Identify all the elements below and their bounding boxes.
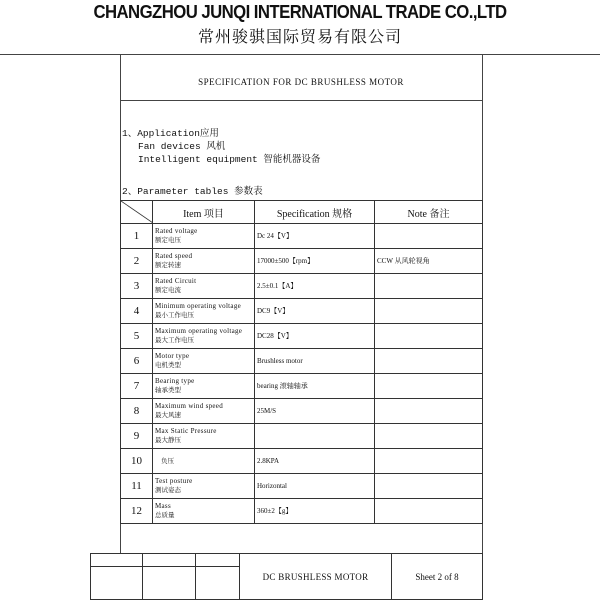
spec-value: DC9【V】 <box>255 299 375 324</box>
application-line-1: Fan devices 风机 <box>138 141 226 152</box>
column-header-spec: Specification 规格 <box>255 201 375 224</box>
item-cell <box>153 349 255 374</box>
table-row <box>121 399 483 424</box>
item-name-cn: 最大静压 <box>155 436 181 444</box>
row-number: 2 <box>121 249 153 274</box>
spec-value: 2.8KPA <box>255 449 375 474</box>
note-value: CCW 从风轮视角 <box>375 249 483 274</box>
table-row <box>121 249 483 274</box>
item-name-en: Mass <box>155 502 171 510</box>
spec-value: 17000±500【rpm】 <box>255 249 375 274</box>
item-name-en: Max Static Pressure <box>155 427 217 435</box>
item-name-cn: 最大风速 <box>155 411 181 419</box>
spec-value: 360±2【g】 <box>255 499 375 524</box>
table-row <box>121 374 483 399</box>
title-block-cell <box>143 554 196 567</box>
company-name-en: CHANGZHOU JUNQI INTERNATIONAL TRADE CO.,LTD <box>93 2 507 22</box>
row-number: 6 <box>121 349 153 374</box>
item-cell <box>153 449 255 474</box>
title-block-cell <box>91 567 143 600</box>
table-row <box>121 424 483 449</box>
row-number: 11 <box>121 474 153 499</box>
application-line-2: Intelligent equipment 智能机器设备 <box>138 154 321 165</box>
note-value <box>375 349 483 374</box>
table-row <box>121 324 483 349</box>
item-name-cn: 最小工作电压 <box>155 311 194 319</box>
row-number: 3 <box>121 274 153 299</box>
note-value <box>375 299 483 324</box>
table-row <box>121 449 483 474</box>
item-cell <box>153 274 255 299</box>
row-number: 9 <box>121 424 153 449</box>
header-rule <box>0 54 600 55</box>
item-cell <box>153 499 255 524</box>
item-name-en: Test posture <box>155 477 193 485</box>
sheet-number: Sheet 2 of 8 <box>392 554 483 600</box>
table-row <box>121 499 483 524</box>
row-number: 4 <box>121 299 153 324</box>
item-name-cn: 总质量 <box>155 511 175 519</box>
item-cell <box>153 224 255 249</box>
diagonal-line <box>121 201 153 223</box>
note-value <box>375 374 483 399</box>
table-row <box>121 474 483 499</box>
item-name-en: Rated Circuit <box>155 277 197 285</box>
note-value <box>375 499 483 524</box>
table-row <box>121 274 483 299</box>
item-name-en: Maximum wind speed <box>155 402 224 410</box>
note-value <box>375 274 483 299</box>
item-name-cn: 额定电流 <box>155 286 181 294</box>
spec-value <box>255 424 375 449</box>
column-header-note: Note 备注 <box>375 201 483 224</box>
item-name-cn: 负压 <box>161 456 174 465</box>
item-cell <box>153 299 255 324</box>
note-value <box>375 224 483 249</box>
item-cell <box>153 249 255 274</box>
footer-title: DC BRUSHLESS MOTOR <box>240 554 392 600</box>
item-cell <box>153 424 255 449</box>
title-block-cell <box>196 567 240 600</box>
row-number: 1 <box>121 224 153 249</box>
title-block-cell <box>143 567 196 600</box>
item-name-en: Maximum operating voltage <box>155 327 243 335</box>
note-value <box>375 324 483 349</box>
item-name-cn: 额定电压 <box>155 236 181 244</box>
item-name-cn: 额定转速 <box>155 261 181 269</box>
item-name-en: Minimum operating voltage <box>155 302 242 310</box>
note-value <box>375 449 483 474</box>
item-name-en: Bearing type <box>155 377 195 385</box>
table-header-row <box>121 201 483 224</box>
title-block-cell <box>91 554 143 567</box>
table-row <box>121 224 483 249</box>
item-name-en: Rated voltage <box>155 227 198 235</box>
item-name-cn: 测试姿态 <box>155 486 181 494</box>
column-header-item: Item 项目 <box>153 201 255 224</box>
row-number: 10 <box>121 449 153 474</box>
item-name-cn: 最大工作电压 <box>155 336 194 344</box>
item-name-cn: 电机类型 <box>155 361 181 369</box>
note-value <box>375 424 483 449</box>
table-corner-cell <box>121 201 153 224</box>
row-number: 7 <box>121 374 153 399</box>
parameter-table <box>120 200 483 524</box>
title-block-cell <box>196 554 240 567</box>
document-title: SPECIFICATION FOR DC BRUSHLESS MOTOR <box>198 77 404 87</box>
row-number: 8 <box>121 399 153 424</box>
spec-value: Horizontal <box>255 474 375 499</box>
row-number: 5 <box>121 324 153 349</box>
spec-value: Brushless motor <box>255 349 375 374</box>
item-cell <box>153 474 255 499</box>
item-cell <box>153 374 255 399</box>
spec-value: bearing 滚轴轴承 <box>255 374 375 399</box>
note-value <box>375 399 483 424</box>
title-block <box>90 553 483 600</box>
spec-value: 25M/S <box>255 399 375 424</box>
item-name-en: Rated speed <box>155 252 193 260</box>
title-rule <box>120 100 482 101</box>
item-name-en: Motor type <box>155 352 190 360</box>
spec-value: DC28【V】 <box>255 324 375 349</box>
parameters-heading: 2、Parameter tables 参数表 <box>122 186 263 197</box>
company-name-cn: 常州骏骐国际贸易有限公司 <box>197 27 402 46</box>
spec-value: 2.5±0.1【A】 <box>255 274 375 299</box>
row-number: 12 <box>121 499 153 524</box>
spec-value: Dc 24【V】 <box>255 224 375 249</box>
table-row <box>121 299 483 324</box>
application-heading: 1、Application应用 <box>122 128 219 139</box>
note-value <box>375 474 483 499</box>
item-cell <box>153 324 255 349</box>
table-row <box>121 349 483 374</box>
item-cell <box>153 399 255 424</box>
item-name-cn: 轴承类型 <box>155 386 181 394</box>
